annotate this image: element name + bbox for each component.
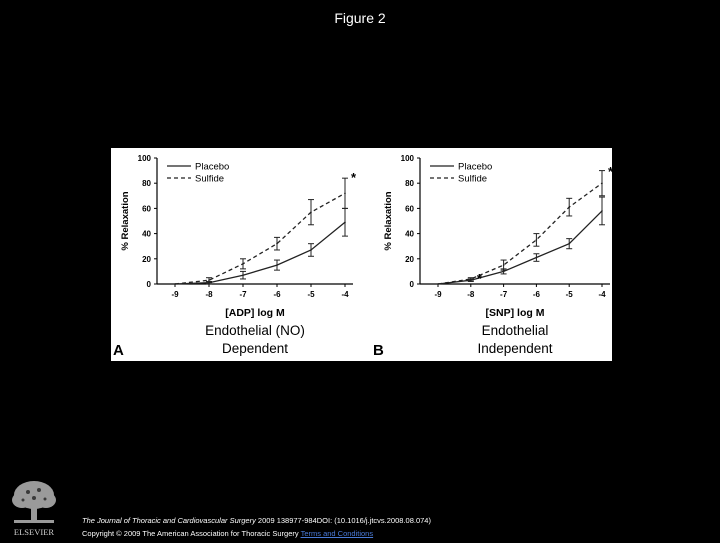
x-tick-label: -8 [205, 290, 213, 299]
y-tick-label: 80 [405, 179, 414, 189]
data-point-placebo [536, 257, 538, 259]
citation [82, 516, 431, 525]
x-tick-label: -4 [341, 290, 349, 299]
y-tick-label: 60 [142, 204, 151, 214]
legend-label: Placebo [458, 161, 493, 173]
x-tick-label: -9 [171, 290, 179, 299]
elsevier-logo [6, 478, 62, 538]
data-point-placebo [601, 210, 603, 212]
x-tick-label: -9 [434, 290, 442, 299]
y-tick-label: 20 [142, 254, 151, 264]
data-point-sulfide [437, 283, 439, 285]
slide-title: Figure 2 [334, 10, 386, 26]
data-point-placebo [503, 271, 505, 273]
data-point-sulfide [242, 263, 244, 265]
data-point-sulfide [174, 283, 176, 285]
tree-logo-icon [6, 478, 62, 538]
x-tick-label: -7 [239, 290, 247, 299]
terms-link[interactable]: Terms and Conditions [300, 529, 374, 538]
series-line-placebo [438, 211, 602, 284]
copyright [82, 529, 373, 538]
y-axis-label: % Relaxation [383, 191, 394, 251]
legend-label: Placebo [195, 161, 230, 173]
series-line-sulfide [438, 183, 602, 284]
y-tick-label: 40 [405, 229, 414, 239]
data-point-sulfide [310, 211, 312, 213]
data-point-sulfide [276, 243, 278, 245]
x-tick-label: -8 [467, 290, 475, 299]
y-tick-label: 80 [142, 179, 151, 189]
x-tick-label: -4 [598, 290, 606, 299]
data-point-placebo [568, 243, 570, 245]
x-tick-label: -5 [565, 290, 573, 299]
panel-letter: A [113, 342, 124, 359]
significance-asterisk: * [608, 163, 614, 179]
y-tick-label: 40 [142, 229, 151, 239]
data-point-placebo [242, 274, 244, 276]
data-point-sulfide [536, 239, 538, 241]
legend-label: Sulfide [458, 173, 488, 185]
data-point-placebo [276, 264, 278, 266]
data-point-sulfide [470, 278, 472, 280]
data-point-sulfide [568, 206, 570, 208]
x-tick-label: -5 [307, 290, 315, 299]
x-axis-label: [SNP] log M [485, 307, 545, 319]
figure-panel [111, 148, 612, 361]
figure-svg [111, 148, 612, 361]
panel-caption-line: Endothelial (NO) [205, 323, 305, 338]
data-point-sulfide [344, 192, 346, 194]
significance-asterisk: * [351, 170, 357, 186]
y-tick-label: 0 [409, 280, 414, 289]
legend-label: Sulfide [195, 173, 225, 185]
data-point-sulfide [503, 264, 505, 266]
x-tick-label: -7 [500, 290, 508, 299]
data-point-sulfide [601, 182, 603, 184]
chart-panel-b [373, 154, 614, 359]
y-axis-label: % Relaxation [120, 191, 131, 251]
significance-asterisk: * [476, 270, 482, 286]
data-point-placebo [310, 249, 312, 251]
y-tick-label: 60 [405, 204, 414, 214]
data-point-placebo [344, 221, 346, 223]
x-tick-label: -6 [532, 290, 540, 299]
chart-panel-a [113, 154, 357, 359]
x-tick-label: -6 [273, 290, 281, 299]
copyright-text: Copyright © 2009 The American Association for Thoracic Surgery [82, 529, 299, 538]
panel-caption-line: Endothelial [481, 323, 549, 338]
y-tick-label: 100 [400, 154, 414, 163]
panel-caption-line: Dependent [221, 341, 289, 356]
panel-caption-line: Independent [477, 341, 553, 356]
x-axis-label: [ADP] log M [225, 307, 285, 319]
citation-journal: The Journal of Thoracic and Cardiovascular Surgery [82, 516, 256, 525]
data-point-sulfide [208, 279, 210, 281]
y-tick-label: 20 [405, 254, 414, 264]
y-tick-label: 0 [146, 280, 151, 289]
logo-text: ELSEVIER [13, 527, 55, 537]
panel-letter: B [373, 342, 384, 359]
y-tick-label: 100 [137, 154, 151, 163]
citation-details: 2009 138977-984DOI: (10.1016/j.jtcvs.2008.08.074) [255, 516, 431, 525]
